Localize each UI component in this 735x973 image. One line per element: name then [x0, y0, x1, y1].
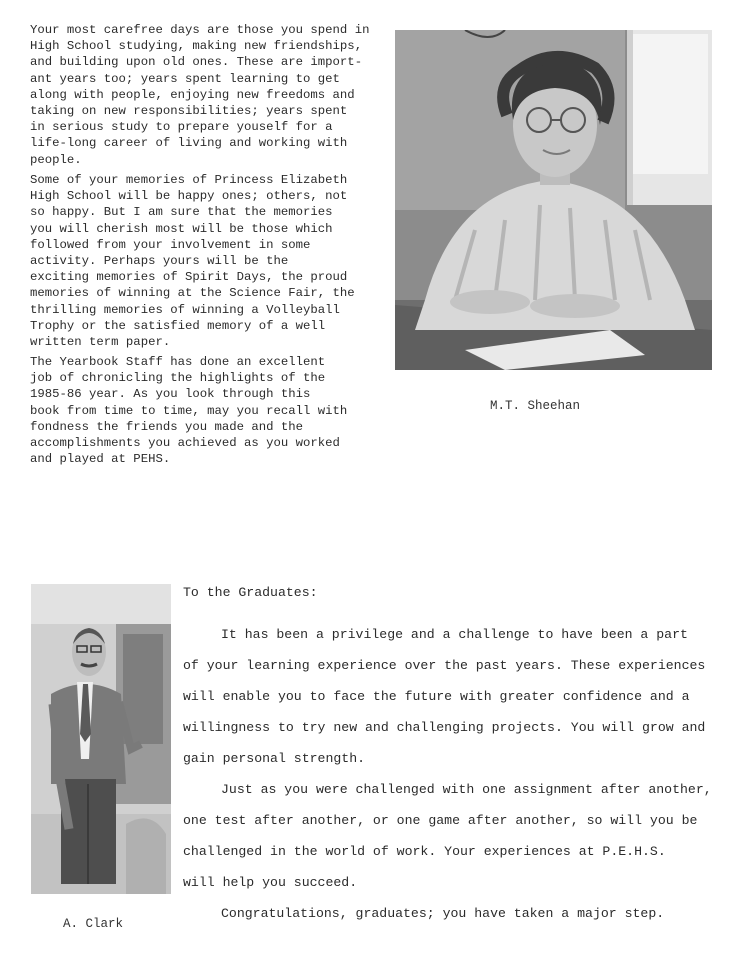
- clark-caption: A. Clark: [63, 917, 124, 931]
- intro-paragraph-3: The Yearbook Staff has done an excellent job of chronicling the highlights of the 1985-86 year. As you look through this book from time to time, may you recall with fondness the friends you made and the accomplishments you achieved as you worked and played at PEHS.: [30, 355, 348, 467]
- letter-salutation: To the Graduates:: [183, 585, 318, 600]
- letter-line: Just as you were challenged with one assignment after another,: [221, 782, 712, 797]
- letter-line: willingness to try new and challenging projects. You will grow and: [183, 720, 706, 735]
- letter-line: It has been a privilege and a challenge to have been a part: [221, 627, 688, 642]
- letter-line: will enable you to face the future with greater confidence and a: [183, 689, 690, 704]
- letter-line: of your learning experience over the past years. These experiences: [183, 658, 706, 673]
- intro-paragraph-2: Some of your memories of Princess Elizabeth High School will be happy ones; others, not so happy. But I am sure that the memories you will cherish most will be those which followed from your involvement in some activity. Perhaps yours will be the exciting memories of Spirit Days, the proud memories of winning at the Science Fair, the thrilling memories of winning a Volleyball Trophy or the satisfied memory of a well written term paper.: [30, 173, 355, 350]
- sheehan-photo: [395, 30, 712, 370]
- sheehan-photo-illustration: [395, 30, 712, 370]
- intro-paragraph-1: Your most carefree days are those you spend in High School studying, making new friendships, and building upon old ones. These are import- ant years too; years spent learning to get along with people, enjoying new freedoms and taking on new responsibilities; years spent in serious study to prepare youself for a life-long career of living and working with people.: [30, 23, 370, 167]
- clark-photo-illustration: [31, 584, 171, 894]
- letter-line: gain personal strength.: [183, 751, 366, 766]
- letter-line: Congratulations, graduates; you have taken a major step.: [221, 906, 665, 921]
- letter-line: will help you succeed.: [183, 875, 358, 890]
- sheehan-caption: M.T. Sheehan: [490, 399, 581, 413]
- letter-line: challenged in the world of work. Your experiences at P.E.H.S.: [183, 844, 666, 859]
- clark-photo: [31, 584, 171, 894]
- letter-line: one test after another, or one game after another, so will you be: [183, 813, 698, 828]
